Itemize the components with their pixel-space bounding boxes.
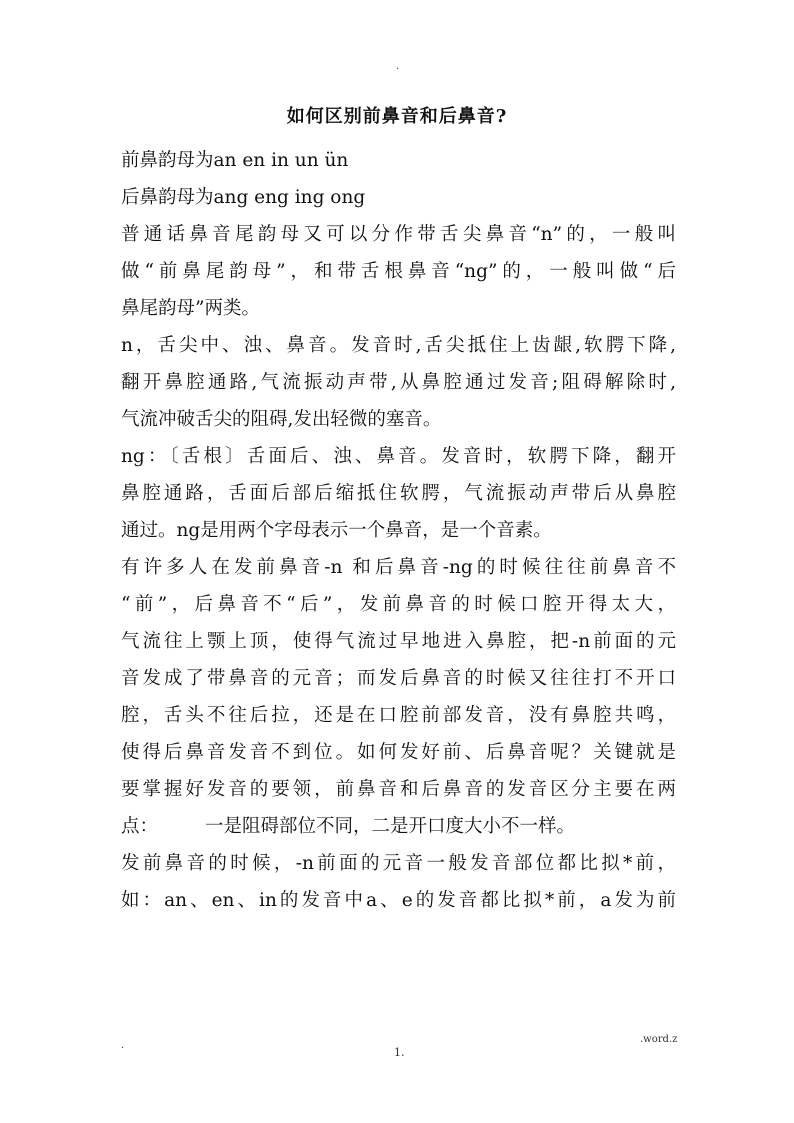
- text-line: ng：〔舌根〕舌面后、浊、鼻音。发音时，软腭下降，翻开: [121, 446, 676, 467]
- text-line: “前”，后鼻音不“后”，发前鼻音的时候口腔开得太大，: [121, 594, 676, 615]
- page-title: 如何区别前鼻音和后鼻音?: [286, 106, 508, 127]
- footer-left-mark: .: [121, 1040, 125, 1051]
- footer-right-text: .word.z: [640, 1034, 678, 1045]
- text-line: 做“前鼻尾韵母”，和带舌根鼻音“ng”的，一般叫做“后: [121, 261, 676, 282]
- text-line: 点： 一是阻碍部位不同，二是开口度大小不一样。: [121, 816, 576, 837]
- header-mark: .: [396, 61, 400, 72]
- text-line: 使得后鼻音发音不到位。如何发好前、后鼻音呢？关键就是: [121, 742, 676, 763]
- text-line: 鼻腔通路，舌面后部后缩抵住软腭，气流振动声带后从鼻腔: [121, 483, 676, 504]
- text-line: 发前鼻音的时候，-n前面的元音一般发音部位都比拟*前，: [121, 853, 676, 874]
- text-line: 音发成了带鼻音的元音；而发后鼻音的时候又往往打不开口: [121, 668, 676, 689]
- page-number: 1.: [394, 1046, 405, 1059]
- text-line: 翻开鼻腔通路,气流振动声带,从鼻腔通过发音;阻碍解除时,: [121, 372, 676, 393]
- text-line: 普通话鼻音尾韵母又可以分作带舌尖鼻音“n”的，一般叫: [121, 224, 676, 245]
- text-line: 前鼻韵母为an en in un ün: [121, 150, 349, 171]
- text-line: 通过。ng是用两个字母表示一个鼻音，是一个音素。: [121, 520, 552, 541]
- text-line: 气流往上颚上顶，使得气流过早地进入鼻腔，把-n前面的元: [121, 631, 676, 652]
- text-line: 后鼻韵母为ang eng ing ong: [121, 187, 366, 208]
- text-line: 腔，舌头不往后拉，还是在口腔前部发音，没有鼻腔共鸣，: [121, 705, 676, 726]
- text-line: n，舌尖中、浊、鼻音。发音时,舌尖抵住上齿龈,软腭下降,: [121, 335, 676, 356]
- text-line: 要掌握好发音的要领，前鼻音和后鼻音的发音区分主要在两: [121, 779, 676, 800]
- text-line: 如：an、en、in的发音中a、e的发音都比拟*前，a发为前: [121, 890, 676, 911]
- text-line: 气流冲破舌尖的阻碍,发出轻微的塞音。: [121, 409, 442, 430]
- text-line: 鼻尾韵母”两类。: [121, 298, 260, 319]
- document-body: [121, 146, 676, 923]
- text-line: 有许多人在发前鼻音-n 和后鼻音-ng的时候往往前鼻音不: [121, 557, 676, 578]
